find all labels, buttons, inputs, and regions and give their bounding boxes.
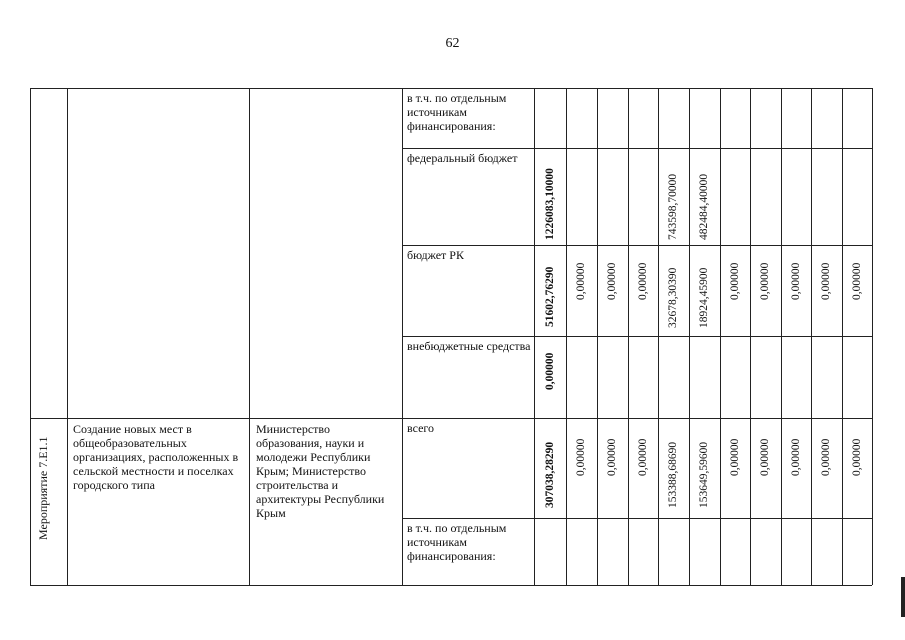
col-line-v3: [628, 88, 629, 585]
col-line-code: [67, 88, 68, 585]
value-cell: 1226083,10000: [544, 168, 556, 240]
col-line-executor: [402, 88, 403, 585]
row-line-top: [30, 88, 872, 89]
col-line-v10: [842, 88, 843, 585]
scan-edge-mark: [901, 577, 905, 617]
value-cell: 0,00000: [544, 352, 556, 390]
value-cell: 0,00000: [790, 438, 802, 476]
source-label: всего: [407, 421, 435, 435]
row-line-5: [402, 518, 872, 519]
col-line-v6: [720, 88, 721, 585]
value-cell: 0,00000: [729, 262, 741, 300]
value-cell: 18924,45900: [698, 267, 710, 328]
value-cell: 153388,68690: [667, 441, 679, 508]
value-cell: 51602,76290: [544, 266, 556, 327]
value-cell: 0,00000: [637, 438, 649, 476]
source-label: внебюджетные средства: [407, 339, 531, 353]
measure-name: Создание новых мест в общеобразовательных организациях, расположенных в сельской местности и поселках городского типа: [73, 422, 239, 492]
value-cell: 0,00000: [606, 438, 618, 476]
value-cell: 482484,40000: [698, 173, 710, 240]
value-cell: 0,00000: [637, 262, 649, 300]
value-cell: 0,00000: [759, 262, 771, 300]
value-cell: 0,00000: [606, 262, 618, 300]
measure-code: Мероприятие 7.E1.1: [36, 436, 50, 540]
value-cell: 0,00000: [575, 262, 587, 300]
col-line-v7: [750, 88, 751, 585]
page-number: 62: [445, 36, 460, 51]
row-line-bottom: [30, 585, 872, 586]
col-line-left: [30, 88, 31, 585]
value-cell: 0,00000: [759, 438, 771, 476]
row-line-measure: [30, 418, 872, 419]
col-line-v9: [811, 88, 812, 585]
row-line-2: [402, 245, 872, 246]
col-line-v4: [658, 88, 659, 585]
value-cell: 0,00000: [820, 438, 832, 476]
col-line-v8: [781, 88, 782, 585]
value-cell: 0,00000: [851, 438, 863, 476]
source-label: в т.ч. по отдельным источникам финансирования:: [407, 91, 507, 133]
row-line-3: [402, 336, 872, 337]
value-cell: 0,00000: [851, 262, 863, 300]
source-label: в т.ч. по отдельным источникам финансирования:: [407, 521, 507, 563]
col-line-v5: [689, 88, 690, 585]
value-cell: 0,00000: [790, 262, 802, 300]
source-label: федеральный бюджет: [407, 151, 518, 165]
col-line-v1: [566, 88, 567, 585]
value-cell: 0,00000: [575, 438, 587, 476]
value-cell: 0,00000: [820, 262, 832, 300]
value-cell: 153649,59600: [698, 441, 710, 508]
measure-executor: Министерство образования, науки и молодежи Республики Крым; Министерство строительства и архитектуры Республики Крым: [256, 422, 385, 520]
value-cell: 32678,30390: [667, 267, 679, 328]
col-line-right: [872, 88, 873, 585]
col-line-v2: [597, 88, 598, 585]
value-cell: 743598,70000: [667, 173, 679, 240]
col-line-source: [534, 88, 535, 585]
row-line-1: [402, 148, 872, 149]
value-cell: 307038,28290: [544, 441, 556, 508]
source-label: бюджет РК: [407, 248, 464, 262]
value-cell: 0,00000: [729, 438, 741, 476]
col-line-name: [249, 88, 250, 585]
